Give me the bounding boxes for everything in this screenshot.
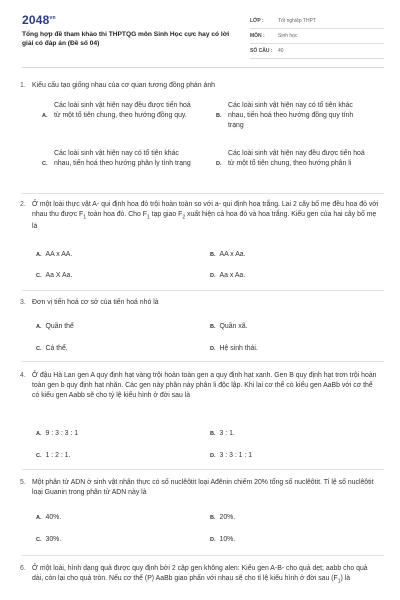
question-2-option-b[interactable]: B. AA x Aa.: [210, 251, 246, 258]
question-2-option-a[interactable]: A. AA x AA.: [36, 251, 73, 258]
meta-class: LỚP : Tốt nghiệp THPT: [250, 14, 384, 29]
question-1: 1. Kiểu cấu tạo giống nhau của cơ quan tương đồng phản ánh A. Các loài sinh vật hiện nay đều được tiến hoá từ một tổ tiên chung, theo hướng đồng quy. B. Các loài sinh vật hiện nay có tổ tiên khác nhau, tiến hoá theo hướng đồng quy tính trạng C. Các loài sinh vật hiện nay có tổ tiên khác nhau, tiến hoá theo hướng phân ly tính trạng D. Các loài sinh vật hiện nay đều được tiến hoá từ một tổ tiên chung, theo hướng phân li: [20, 81, 380, 171]
question-4-option-b[interactable]: B. 3 : 1.: [210, 430, 235, 437]
meta-subject: MÔN : Sinh học: [250, 29, 384, 44]
question-divider: [22, 361, 384, 362]
question-4-option-a[interactable]: A. 9 : 3 : 3 : 1: [36, 430, 79, 437]
header-divider: [22, 67, 384, 68]
site-logo[interactable]: $2048^{vn}$: [22, 13, 56, 27]
question-3-option-a[interactable]: A. Quần thể: [36, 323, 74, 330]
document-header: [0, 0, 400, 62]
question-5-option-d[interactable]: D. 10%.: [210, 536, 236, 543]
question-4-option-c[interactable]: C. 1 : 2 : 1.: [36, 452, 71, 459]
question-divider: [22, 290, 384, 291]
question-2-option-c[interactable]: C. Aa X Aa.: [36, 272, 73, 279]
question-5: 5. Một phân tử ADN ở sinh vật nhân thực có số nuclêôtit loại Ađênin chiếm 20% tổng số nuclêôtit. Tỉ lệ số nuclêôtit loại Guanin trong phân tử ADN này là: [20, 478, 380, 500]
question-divider: [22, 555, 384, 556]
question-2-option-d[interactable]: D. Aa x Aa.: [210, 272, 246, 279]
question-text: Ở đậu Hà Lan gen A quy định hạt vàng trội hoàn toàn gen a quy định hạt xanh. Gen B quy định hạt trơn trội hoàn toàn gen b quy định hạt nhăn. Các gen này phân này phân li độc lập. Khi lai cơ thể có kiểu gen AaBb với cơ thể có kiểu gen Aabb sẽ cho tỷ lệ kiểu hình ở đời sau là: [32, 372, 377, 399]
question-2: 2. Ở một loài thực vật A- qui định hoa đỏ trội hoàn toàn so với a- qui định hoa trắng. Lai 2 cây bố mẹ đều hoa đỏ với nhau thu được $F_1$ toàn hoa đỏ. Cho $F_1$ tạp giao $F_2$ xuất hiện cả hoa đỏ và hoa trắng. Kiểu gen của hai cây bố mẹ là: [20, 201, 379, 231]
question-3-option-d[interactable]: D. Hệ sinh thái.: [210, 345, 258, 352]
question-3: 3. Đơn vị tiến hoá cơ sở của tiến hoá nhỏ là: [20, 298, 380, 310]
question-text: Kiểu cấu tạo giống nhau của cơ quan tương đồng phản ánh: [32, 82, 215, 89]
question-5-option-c[interactable]: C. 30%.: [36, 536, 62, 543]
document-meta: [250, 14, 384, 59]
question-text: Ở một loài, hình dạng quả được quy định bởi 2 cặp gen không alen: Kiểu gen A-B- cho quả dẹt; aabb cho quả dài, còn lại cho quả tròn. Nếu cơ thể (P) AaBb giao phấn với nhau sẽ cho tỉ lệ kiểu hình ở đời sau $(F_1)$ là: [32, 565, 368, 585]
option-a[interactable]: A. Các loài sinh vật hiện nay đều được tiến hoá từ một tổ tiên chung, theo hướng đồng quy.: [42, 102, 191, 119]
question-4: 4. Ở đậu Hà Lan gen A quy định hạt vàng trội hoàn toàn gen a quy định hạt xanh. Gen B quy định hạt trơn trội hoàn toàn gen b quy định hạt nhăn. Các gen này phân này phân li độc lập. Khi lai cơ thể có kiểu gen AaBb với cơ thể có kiểu gen Aabb sẽ cho tỷ lệ kiểu hình ở đời sau là: [20, 371, 380, 415]
question-3-option-b[interactable]: B. Quần xã.: [210, 323, 248, 330]
question-divider: [22, 193, 384, 194]
question-4-option-d[interactable]: D. 3 : 3 : 1 : 1: [210, 452, 253, 459]
question-divider: [22, 469, 384, 470]
question-3-option-c[interactable]: C. Cá thể.: [36, 345, 68, 352]
option-c[interactable]: C. Các loài sinh vật hiện nay có tổ tiên khác nhau, tiến hoá theo hướng phân ly tính trạng: [42, 150, 191, 167]
document-title: Tổng hợp đề tham khảo thi THPTQG môn Sinh Học cực hay có lời giải có đáp án (Đề số 04): [22, 31, 230, 47]
option-b[interactable]: B. Các loài sinh vật hiện nay có tổ tiên khác nhau, tiến hoá theo hướng đồng quy tính trạng: [216, 102, 354, 129]
question-5-option-a[interactable]: A. 40%.: [36, 514, 62, 521]
question-5-option-b[interactable]: B. 20%.: [210, 514, 236, 521]
question-6: 6. Ở một loài, hình dạng quả được quy định bởi 2 cặp gen không alen: Kiểu gen A-B- cho quả dẹt; aabb cho quả dài, còn lại cho quả tròn. Nếu cơ thể (P) AaBb giao phấn với nhau sẽ cho tỉ lệ kiểu hình ở đời sau $(F_1)$ là: [20, 564, 380, 598]
meta-question-count: SỐ CÂU : 40: [250, 44, 384, 59]
question-text: Ở một loài thực vật A- qui định hoa đỏ trội hoàn toàn so với a- qui định hoa trắng. Lai 2 cây bố mẹ đều hoa đỏ với nhau thu được $F_1$ toàn hoa đỏ. Cho $F_1$ tạp giao $F_2$ xuất hiện cả hoa đỏ và hoa trắng. Kiểu gen của hai cây bố mẹ là: [32, 201, 379, 231]
question-text: Đơn vị tiến hoá cơ sở của tiến hoá nhỏ là: [32, 299, 159, 306]
question-text: Một phân tử ADN ở sinh vật nhân thực có số nuclêôtit loại Ađênin chiếm 20% tổng số nuclêôtit. Tỉ lệ số nuclêôtit loại Guanin trong phân tử ADN này là: [32, 479, 374, 496]
option-d[interactable]: D. Các loài sinh vật hiện nay đều được tiến hoá từ một tổ tiên chung, theo hướng phân li: [216, 150, 365, 167]
